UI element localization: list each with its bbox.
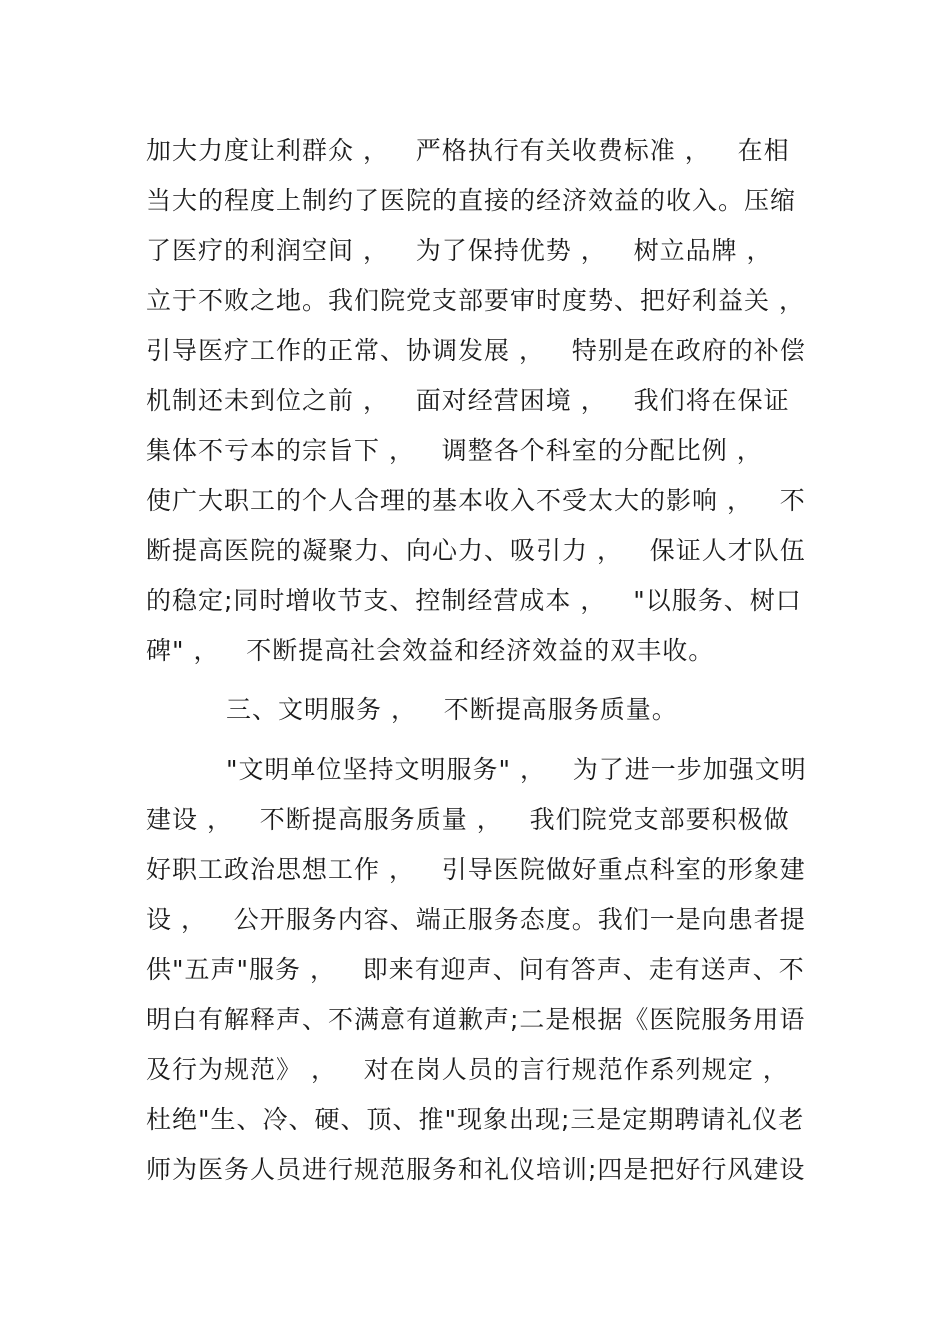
text-line: 及行为规范》 ， 对在岗人员的言行规范作系列规定 ， [146, 1055, 789, 1084]
text-line: 当大的程度上制约了医院的直接的经济效益的收入。压缩 [146, 186, 797, 215]
text-line: "文明单位坚持文明服务" ， 为了进一步加强文明 [226, 755, 807, 784]
text-line: 机制还未到位之前 ， 面对经营困境 ， 我们将在保证 [146, 386, 790, 415]
text-line: 建设 ， 不断提高服务质量 ， 我们院党支部要积极做 [146, 805, 790, 834]
text-line: 引导医疗工作的正常、协调发展 ， 特别是在政府的补偿 [146, 336, 806, 365]
text-line: 师为医务人员进行规范服务和礼仪培训;四是把好行风建设 [146, 1155, 806, 1184]
text-line: 断提高医院的凝聚力、向心力、吸引力 ， 保证人才队伍 [146, 536, 806, 565]
text-line: 碑" ， 不断提高社会效益和经济效益的双丰收。 [146, 636, 715, 665]
text-line: 杜绝"生、冷、硬、顶、推"现象出现;三是定期聘请礼仪老 [146, 1105, 805, 1134]
text-line: 的稳定;同时增收节支、控制经营成本 ， "以服务、树口 [146, 586, 802, 615]
text-line: 使广大职工的个人合理的基本收入不受太大的影响 ， 不 [146, 486, 806, 515]
text-line: 了医疗的利润空间 ， 为了保持优势 ， 树立品牌 ， [146, 236, 773, 265]
text-line: 明白有解释声、不满意有道歉声;二是根据《医院服务用语 [146, 1005, 806, 1034]
text-line: 设 ， 公开服务内容、端正服务态度。我们一是向患者提 [146, 905, 806, 934]
section-heading: 三、文明服务 ， 不断提高服务质量。 [226, 695, 678, 724]
text-line: 好职工政治思想工作 ， 引导医院做好重点科室的形象建 [146, 855, 806, 884]
text-line: 集体不亏本的宗旨下 ， 调整各个科室的分配比例 ， [146, 436, 763, 465]
text-line: 加大力度让利群众 ， 严格执行有关收费标准 ， 在相 [146, 136, 790, 165]
text-line: 供"五声"服务 ， 即来有迎声、问有答声、走有送声、不 [146, 955, 805, 984]
text-line: 立于不败之地。我们院党支部要审时度势、把好利益关 ， [146, 286, 805, 315]
